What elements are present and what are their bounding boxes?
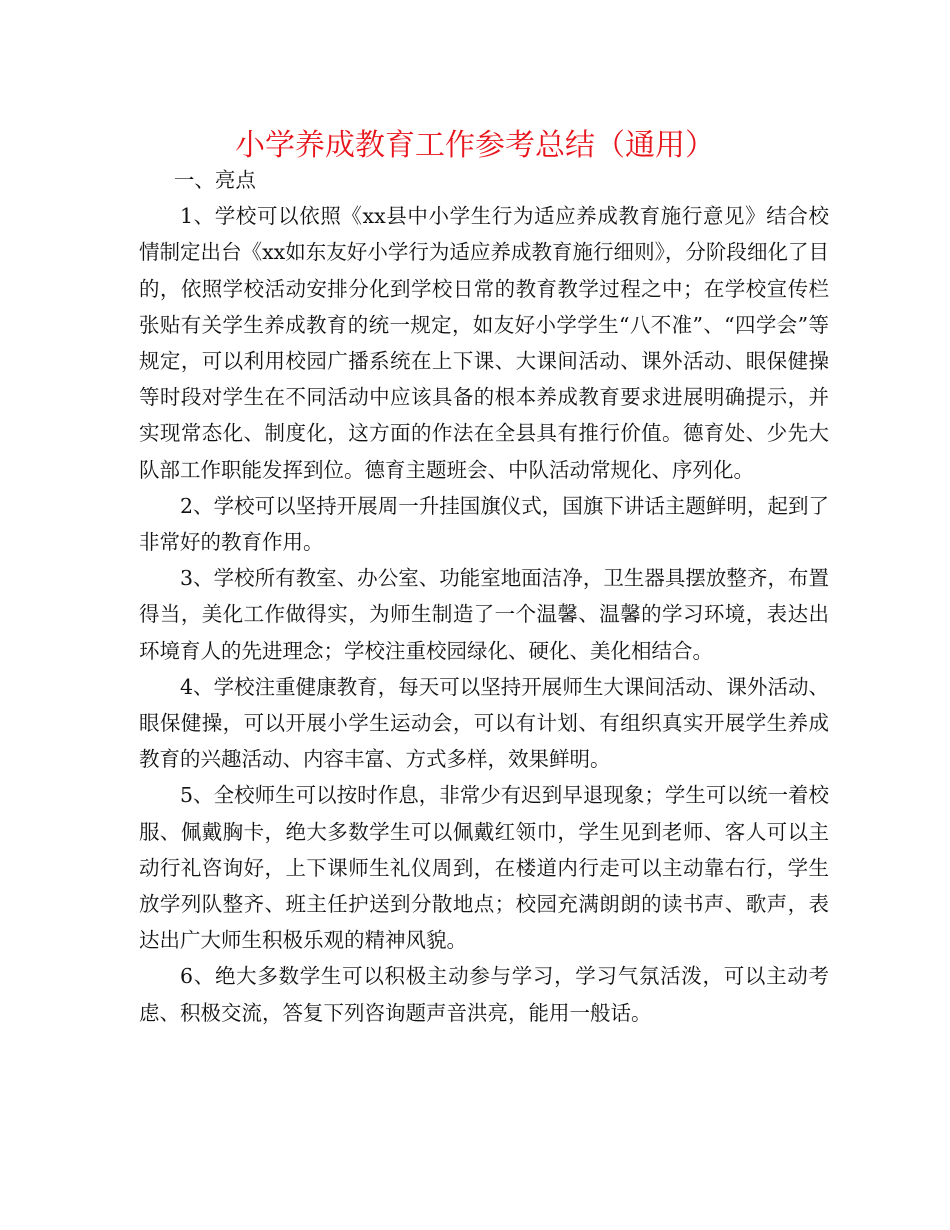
paragraph-4: 4、学校注重健康教育，每天可以坚持开展师生大课间活动、课外活动、眼保健操，可以开展小学生运动会，可以有计划、有组织真实开展学生养成教育的兴趣活动、内容丰富、方式多样，效果鲜明。 — [139, 674, 829, 772]
document-title: 小学养成教育工作参考总结（通用） — [235, 128, 715, 163]
section-heading: 一、亮点 — [173, 168, 256, 192]
document-body — [139, 162, 829, 1031]
paragraph-5: 5、全校师生可以按时作息，非常少有迟到早退现象；学生可以统一着校服、佩戴胸卡，绝大多数学生可以佩戴红领巾，学生见到老师、客人可以主动行礼咨询好，上下课师生礼仪周到，在楼道内行走可以主动靠右行，学生放学列队整齐、班主任护送到分散地点；校园充满朗朗的读书声、歌声，表达出广大师生积极乐观的精神风貌。 — [139, 783, 829, 953]
paragraph-1: 1、学校可以依照《xx县中小学生行为适应养成教育施行意见》结合校情制定出台《xx如东友好小学行为适应养成教育施行细则》，分阶段细化了目的，依照学校活动安排分化到学校日常的教育教学过程之中；在学校宣传栏张贴有关学生养成教育的统一规定，如友好小学学生“八不准”、“四学会”等规定，可以利用校园广播系统在上下课、大课间活动、课外活动、眼保健操等时段对学生在不同活动中应该具备的根本养成教育要求进展明确提示，并实现常态化、制度化，这方面的作法在全县具有推行价值。德育处、少先大队部工作职能发挥到位。德育主题班会、中队活动常规化、序列化。 — [139, 204, 829, 482]
paragraph-2: 2、学校可以坚持开展周一升挂国旗仪式，国旗下讲话主题鲜明，起到了非常好的教育作用。 — [139, 493, 829, 555]
paragraph-6: 6、绝大多数学生可以积极主动参与学习，学习气氛活泼，可以主动考虑、积极交流，答复下列咨询题声音洪亮，能用一般话。 — [139, 964, 829, 1025]
paragraph-3: 3、学校所有教室、办公室、功能室地面洁净，卫生器具摆放整齐，布置得当，美化工作做得实，为师生制造了一个温馨、温馨的学习环境，表达出环境育人的先进理念；学校注重校园绿化、硬化、美化相结合。 — [139, 566, 829, 663]
